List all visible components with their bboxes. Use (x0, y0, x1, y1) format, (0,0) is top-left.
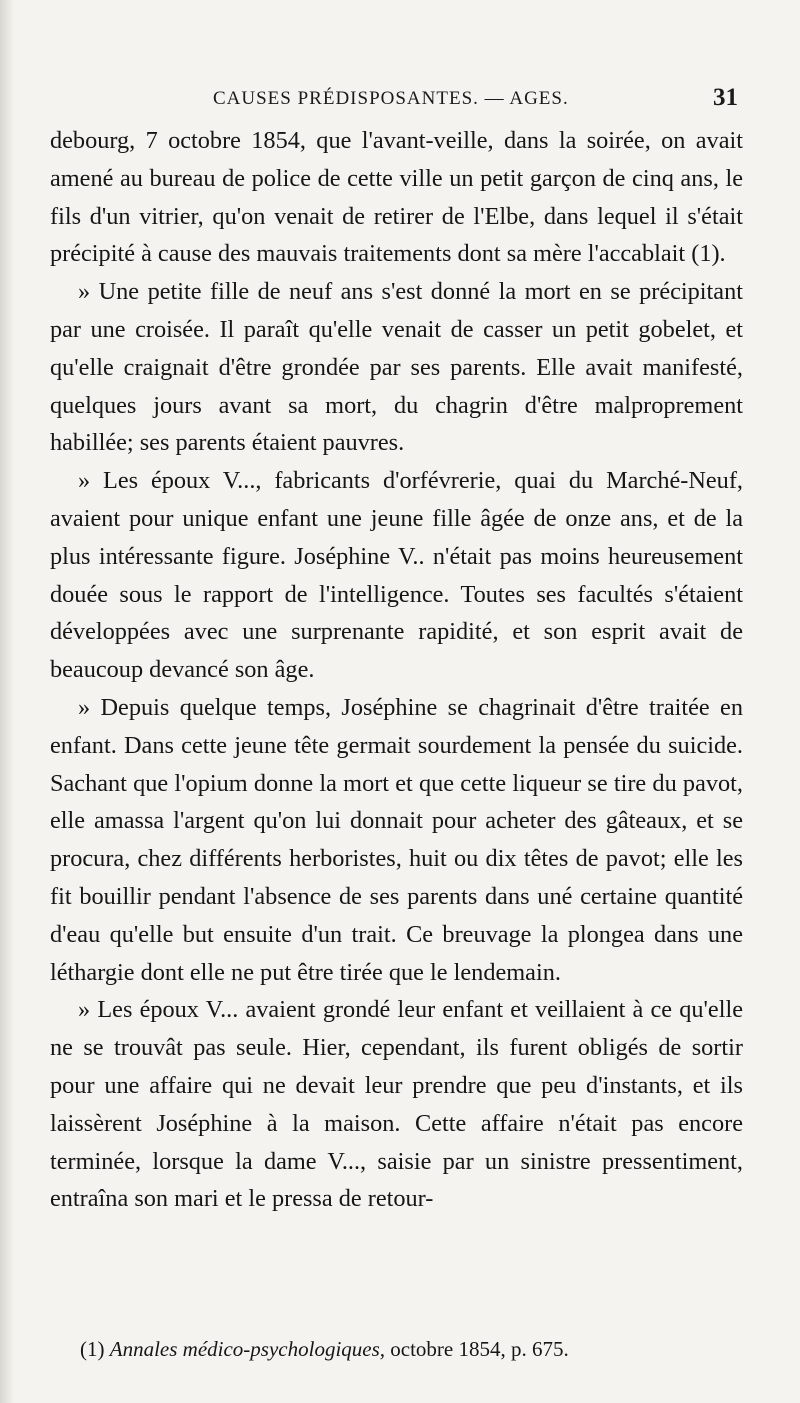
footnote-details: octobre 1854, p. 675. (390, 1337, 569, 1361)
body-text (50, 122, 743, 1218)
page-header (48, 84, 740, 116)
paragraph-continuation: debourg, 7 octobre 1854, que l'avant-veille, dans la soirée, on avait amené au bureau de police de cette ville un petit garçon de cinq ans, le fils d'un vitrier, qu'on venait de retirer de l'Elbe, dans lequel il s'était précipité à cause des mauvais traitements dont sa mère l'accablait (1). (50, 127, 743, 268)
paragraph-josephine: » Depuis quelque temps, Joséphine se chagrinait d'être traitée en enfant. Dans cette jeune tête germait sourdement la pensée du suicide. Sachant que l'opium donne la mort et que cette liqueur se tire du pavot, elle amassa l'argent qu'on lui donnait pour acheter des gâteaux, et se procura, chez différents herboristes, huit ou dix têtes de pavot; elle les fit bouillir pendant l'absence de ses parents dans uné certaine quantité d'eau qu'elle but ensuite d'un trait. Ce breuvage la plongea dans une léthargie dont elle ne put être tirée que le lendemain. (50, 693, 743, 986)
footnote-journal: Annales médico-psychologiques, (109, 1337, 386, 1361)
footnote-marker: (1) (80, 1337, 105, 1361)
footnote (80, 1334, 740, 1364)
paragraph-epoux-v-gronde: » Les époux V... avaient grondé leur enfant et veillaient à ce qu'elle ne se trouvât pas seule. Hier, cependant, ils furent obligés de sortir pour une affaire qui ne devait leur prendre que peu d'instants, et ils laissèrent Joséphine à la maison. Cette affaire n'était pas encore terminée, lorsque la dame V..., saisie par un sinistre pressentiment, entraîna son mari et le pressa de retour- (50, 996, 743, 1213)
page-number: 31 (713, 84, 738, 111)
paragraph-epoux-v: » Les époux V..., fabricants d'orfévrerie, quai du Marché-Neuf, avaient pour unique enfant une jeune fille âgée de onze ans, et de la plus intéressante figure. Joséphine V.. n'était pas moins heureusement douée sous le rapport de l'intelligence. Toutes ses facultés s'étaient développées avec une surprenante rapidité, et son esprit avait de beaucoup devancé son âge. (50, 467, 743, 684)
page-gutter-shadow (0, 0, 14, 1403)
running-head: CAUSES PRÉDISPOSANTES. — AGES. (213, 88, 569, 109)
paragraph-petite-fille: » Une petite fille de neuf ans s'est donné la mort en se précipitant par une croisée. Il paraît qu'elle venait de casser un petit gobelet, et qu'elle craignait d'être grondée par ses parents. Elle avait manifesté, quelques jours avant sa mort, du chagrin d'être malproprement habillée; ses parents étaient pauvres. (50, 278, 743, 457)
